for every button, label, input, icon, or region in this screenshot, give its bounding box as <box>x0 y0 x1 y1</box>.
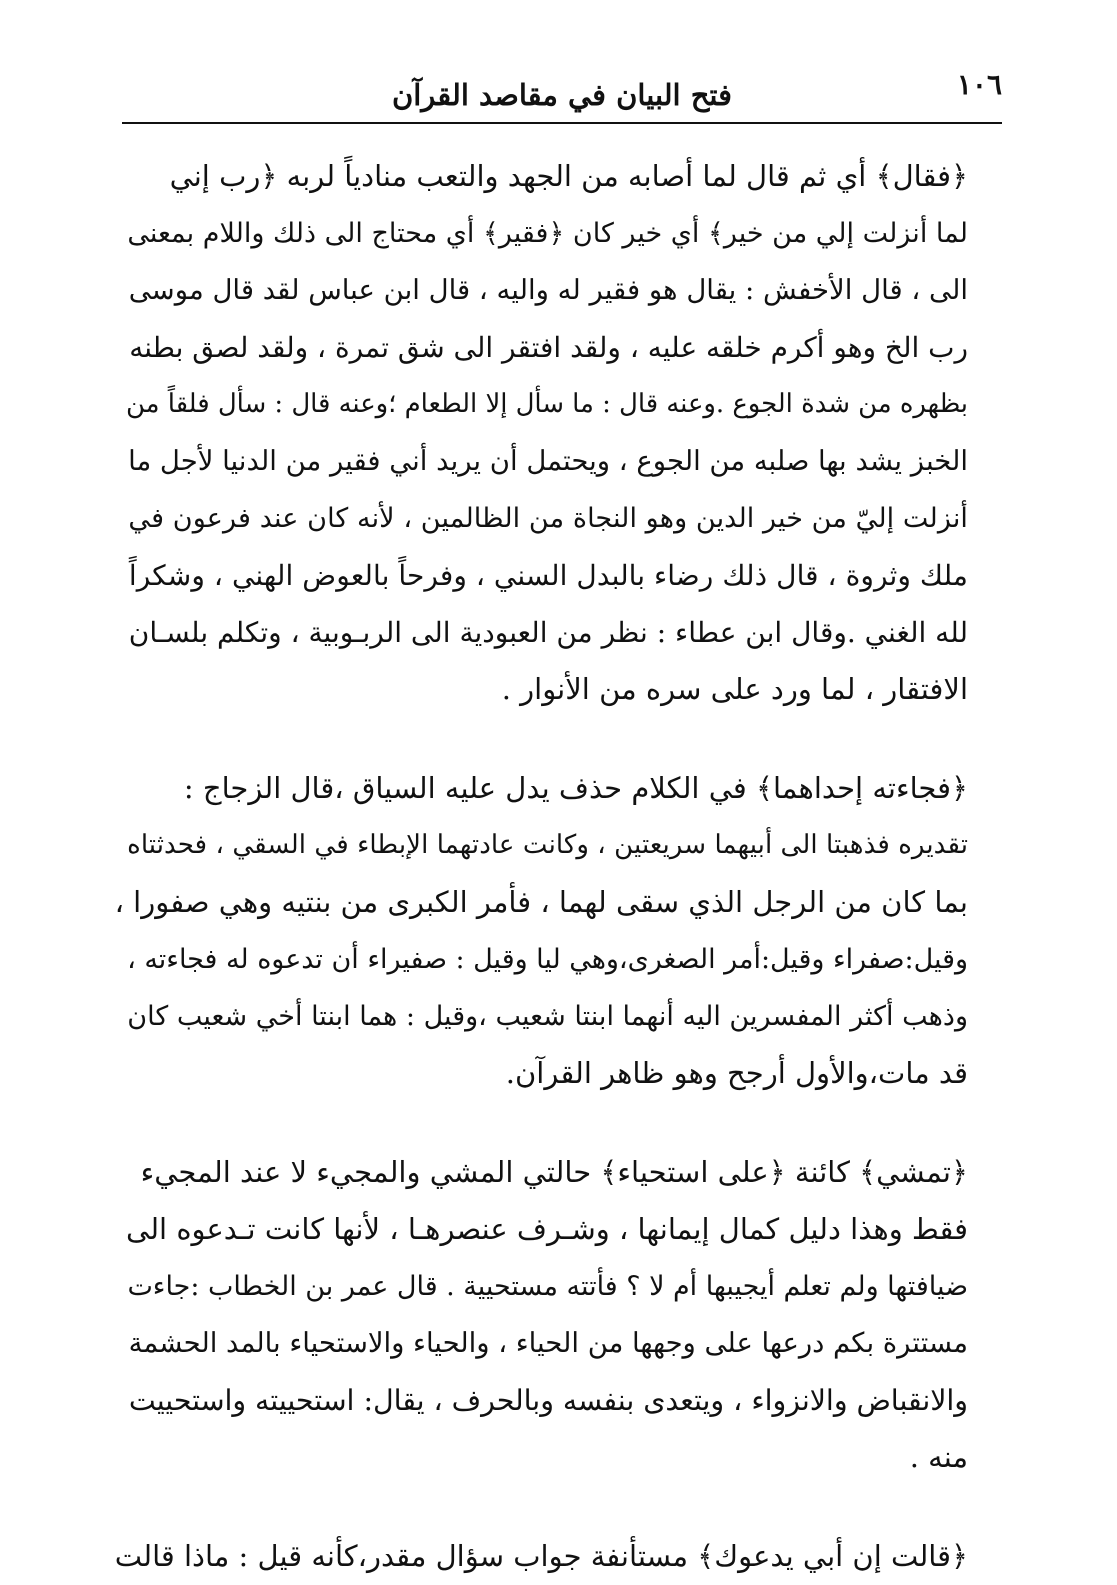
text-line: مستترة بكم درعها على وجهها من الحياء ، والحياء والاستحياء بالمد الحشمة <box>128 1328 968 1359</box>
paragraph <box>112 760 1002 1102</box>
running-header <box>122 68 1002 124</box>
text-line: منه . <box>909 1440 968 1474</box>
text-line: لما أنزلت إلي من خير﴾ أي خير كان ﴿فقير﴾ أي محتاج الى ذلك واللام بمعنى <box>127 218 968 249</box>
text-line: الافتقار ، لما ورد على سره من الأنوار . <box>501 672 968 706</box>
text-line: وقيل:صفراء وقيل:أمر الصغرى،وهي ليا وقيل : صفيراء أن تدعوه له فجاءته ، <box>127 944 968 975</box>
text-line: بظهره من شدة الجوع .وعنه قال : ما سأل إلا الطعام ؛وعنه قال : سأل فلقاً من <box>125 389 968 419</box>
paragraph <box>112 1144 1002 1486</box>
text-line: تقديره فذهبتا الى أبيهما سريعتين ، وكانت عادتهما الإبطاء في السقي ، فحدثتاه <box>127 830 968 860</box>
header-rule <box>122 122 1002 124</box>
paragraph <box>112 148 1002 718</box>
text-line: ﴿فقال﴾ أي ثم قال لما أصابه من الجهد والتعب منادياً لربه ﴿رب إني <box>169 159 968 193</box>
text-line: ضيافتها ولم تعلم أيجيبها أم لا ؟ فأتته مستحيية . قال عمر بن الخطاب :جاءت <box>127 1271 968 1302</box>
text-line: بما كان من الرجل الذي سقى لهما ، فأمر الكبرى من بنتيه وهي صفورا ، <box>114 885 968 919</box>
text-line: قد مات،والأول أرجح وهو ظاهر القرآن. <box>505 1056 968 1090</box>
text-line: رب الخ وهو أكرم خلقه عليه ، ولقد افتقر الى شق تمرة ، ولقد لصق بطنه <box>129 331 968 364</box>
book-title: فتح البيان في مقاصد القرآن <box>391 78 733 112</box>
text-line: لله الغني .وقال ابن عطاء : نظر من العبودية الى الربـوبية ، وتكلم بلسـان <box>128 616 968 649</box>
text-line: ﴿فجاءته إحداهما﴾ في الكلام حذف يدل عليه السياق ،قال الزجاج : <box>183 771 968 805</box>
page-number: ١٠٦ <box>956 68 1002 101</box>
text-line: ﴿تمشي﴾ كائنة ﴿على استحياء﴾ حالتي المشي والمجيء لا عند المجيء <box>140 1155 968 1189</box>
body-text <box>112 148 1002 1585</box>
text-line: الخبز يشد بها صلبه من الجوع ، ويحتمل أن يريد أني فقير من الدنيا لأجل ما <box>128 445 968 477</box>
text-line: والانقباض والانزواء ، ويتعدى بنفسه وبالحرف ، يقال: استحييته واستحييت <box>128 1384 968 1417</box>
text-line: ﴿قالت إن أبي يدعوك﴾ مستأنفة جواب سؤال مقدر،كأنه قيل : ماذا قالت <box>114 1539 968 1573</box>
text-line: فقط وهذا دليل كمال إيمانها ، وشـرف عنصرهـا ، لأنها كانت تـدعوه الى <box>126 1212 968 1246</box>
paragraph <box>112 1528 1002 1585</box>
text-line: ملك وثروة ، قال ذلك رضاء بالبدل السني ، وفرحاً بالعوض الهني ، وشكراً <box>128 559 968 592</box>
text-line: الى ، قال الأخفش : يقال هو فقير له واليه ، قال ابن عباس لقد قال موسى <box>128 274 968 306</box>
text-line: وذهب أكثر المفسرين اليه أنهما ابنتا شعيب ،وقيل : هما ابنتا أخي شعيب كان <box>127 1001 968 1032</box>
text-line: أنزلت إليّ من خير الدين وهو النجاة من الظالمين ، لأنه كان عند فرعون في <box>128 503 968 534</box>
